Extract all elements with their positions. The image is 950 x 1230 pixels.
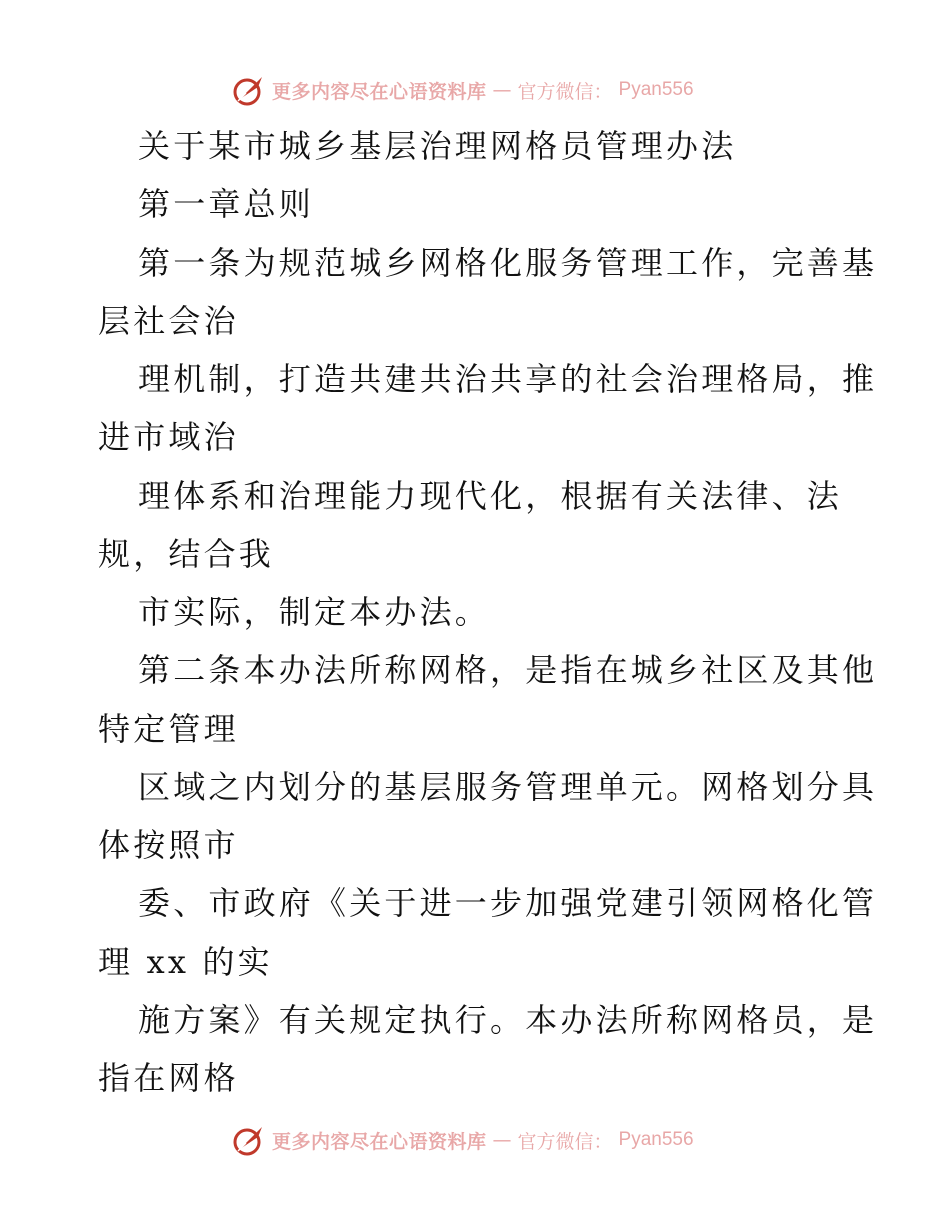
text-line: 第一条为规范城乡网格化服务管理工作，完善基 [138, 244, 878, 282]
text-line: 市实际，制定本办法。 [138, 593, 491, 631]
watermark-separator: — [492, 79, 512, 101]
text-line: 规，结合我 [98, 535, 275, 573]
watermark-banner-bottom [232, 1120, 752, 1160]
watermark-wechat-label: 官方微信： [517, 1130, 613, 1153]
text-line: 委、市政府《关于进一步加强党建引领网格化管 [138, 884, 878, 922]
text-line: 特定管理 [98, 710, 239, 748]
document-title: 关于某市城乡基层治理网格员管理办法 [138, 127, 737, 165]
feather-pen-logo-icon [232, 73, 266, 107]
text-line: 理机制，打造共建共治共享的社会治理格局，推 [138, 360, 878, 398]
text-line: 体按照市 [98, 826, 239, 864]
text-line: 进市域治 [98, 418, 239, 456]
watermark-wechat-id: Pyan556 [618, 79, 694, 100]
text-line: 指在网格 [98, 1059, 239, 1097]
watermark-wechat-label: 官方微信： [517, 80, 613, 103]
feather-pen-logo-icon [232, 1123, 266, 1157]
text-line: 区域之内划分的基层服务管理单元。网格划分具 [138, 768, 878, 806]
watermark-wechat-id: Pyan556 [618, 1129, 694, 1150]
text-line: 施方案》有关规定执行。本办法所称网格员，是 [138, 1001, 878, 1039]
watermark-banner-top [232, 70, 752, 110]
chapter-heading: 第一章总则 [138, 185, 315, 223]
text-line: 理 xx 的实 [98, 943, 273, 981]
text-line: 理体系和治理能力现代化，根据有关法律、法 [138, 477, 843, 515]
watermark-separator: — [492, 1129, 512, 1151]
watermark-text: 更多内容尽在心语资料库 [272, 80, 487, 103]
watermark-text: 更多内容尽在心语资料库 [272, 1130, 487, 1153]
text-line: 层社会治 [98, 302, 239, 340]
text-line: 第二条本办法所称网格，是指在城乡社区及其他 [138, 651, 878, 689]
